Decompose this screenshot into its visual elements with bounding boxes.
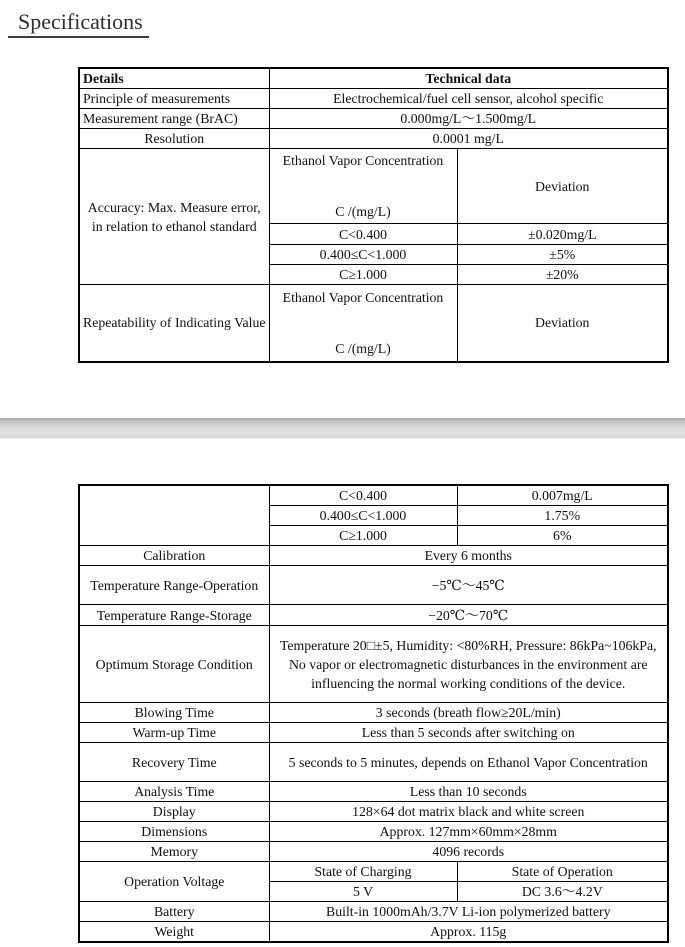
- table-row: [79, 862, 668, 882]
- accuracy-deviation-2: ±5%: [457, 245, 668, 265]
- calibration-label: Calibration: [79, 546, 269, 566]
- spec-table-bottom: [78, 484, 669, 943]
- accuracy-deviation-header: Deviation: [457, 149, 668, 224]
- repeatability-deviation-header: Deviation: [457, 285, 668, 362]
- table-row: [79, 605, 668, 626]
- display-label: Display: [79, 802, 269, 822]
- repeatability-deviation-1: 0.007mg/L: [457, 485, 668, 506]
- blowing-time-label: Blowing Time: [79, 703, 269, 723]
- table-row: [79, 68, 668, 89]
- calibration-value: Every 6 months: [269, 546, 668, 566]
- memory-label: Memory: [79, 842, 269, 862]
- warmup-time-value: Less than 5 seconds after switching on: [269, 723, 668, 743]
- state-of-charging-header: State of Charging: [269, 862, 457, 882]
- operation-voltage-value: DC 3.6～4.2V: [457, 882, 668, 902]
- accuracy-deviation-1: ±0.020mg/L: [457, 224, 668, 245]
- battery-label: Battery: [79, 902, 269, 922]
- table-row: [79, 285, 668, 362]
- accuracy-concentration-header: [269, 149, 457, 224]
- table-row: [79, 822, 668, 842]
- table-row: [79, 922, 668, 943]
- measurement-range-label: Measurement range (BrAC): [79, 109, 269, 129]
- table-row: [79, 743, 668, 782]
- table-row: [79, 546, 668, 566]
- spec-table-top: [78, 67, 669, 363]
- charging-voltage-value: 5 V: [269, 882, 457, 902]
- principle-value: Electrochemical/fuel cell sensor, alcohol specific: [269, 89, 668, 109]
- warmup-time-label: Warm-up Time: [79, 723, 269, 743]
- ethanol-vapor-concentration-text: Ethanol Vapor Concentration: [282, 289, 444, 305]
- table-row: [79, 89, 668, 109]
- battery-value: Built-in 1000mAh/3.7V Li-ion polymerized battery: [269, 902, 668, 922]
- temp-storage-value: −20℃～70℃: [269, 605, 668, 626]
- table-row: [79, 626, 668, 703]
- accuracy-range-2: 0.400≤C<1.000: [269, 245, 457, 265]
- operation-voltage-label: Operation Voltage: [79, 862, 269, 902]
- analysis-time-label: Analysis Time: [79, 782, 269, 802]
- measurement-range-value: 0.000mg/L～1.500mg/L: [269, 109, 668, 129]
- repeatability-continued-empty-cell: [79, 485, 269, 546]
- table-row: [79, 782, 668, 802]
- temp-storage-label: Temperature Range-Storage: [79, 605, 269, 626]
- optimum-storage-value: Temperature 20□±5, Humidity: <80%RH, Pressure: 86kPa~106kPa, No vapor or electromagnetic disturbances in the environment are influencing the normal working conditions of the device.: [269, 626, 668, 703]
- recovery-time-label: Recovery Time: [79, 743, 269, 782]
- resolution-label: Resolution: [79, 129, 269, 149]
- page-title-text: Specifications: [18, 9, 143, 34]
- table-row: [79, 566, 668, 605]
- weight-label: Weight: [79, 922, 269, 943]
- weight-value: Approx. 115g: [269, 922, 668, 943]
- principle-label: Principle of measurements: [79, 89, 269, 109]
- accuracy-range-1: C<0.400: [269, 224, 457, 245]
- pdf-page-break: [0, 418, 685, 439]
- repeatability-deviation-3: 6%: [457, 526, 668, 546]
- repeatability-concentration-header: [269, 285, 457, 362]
- repeatability-range-2: 0.400≤C<1.000: [269, 506, 457, 526]
- concentration-unit-text: C /(mg/L): [335, 204, 391, 220]
- recovery-time-value: 5 seconds to 5 minutes, depends on Ethanol Vapor Concentration: [269, 743, 668, 782]
- page-title: [8, 9, 149, 38]
- dimensions-value: Approx. 127mm×60mm×28mm: [269, 822, 668, 842]
- accuracy-label: Accuracy: Max. Measure error, in relation to ethanol standard: [79, 149, 269, 285]
- table-row: [79, 149, 668, 224]
- accuracy-range-3: C≥1.000: [269, 265, 457, 285]
- col-header-technical-data: Technical data: [269, 68, 668, 89]
- accuracy-deviation-3: ±20%: [457, 265, 668, 285]
- repeatability-label: Repeatability of Indicating Value: [79, 285, 269, 362]
- table-row: [79, 902, 668, 922]
- concentration-unit-text: C /(mg/L): [335, 340, 391, 356]
- resolution-value: 0.0001 mg/L: [269, 129, 668, 149]
- table-row: [79, 842, 668, 862]
- optimum-storage-label: Optimum Storage Condition: [79, 626, 269, 703]
- table-row: [79, 703, 668, 723]
- analysis-time-value: Less than 10 seconds: [269, 782, 668, 802]
- blowing-time-value: 3 seconds (breath flow≥20L/min): [269, 703, 668, 723]
- table-row: [79, 129, 668, 149]
- repeatability-range-1: C<0.400: [269, 485, 457, 506]
- table-row: [79, 802, 668, 822]
- temp-operation-label: Temperature Range-Operation: [79, 566, 269, 605]
- repeatability-deviation-2: 1.75%: [457, 506, 668, 526]
- table-row: [79, 109, 668, 129]
- table-row: [79, 485, 668, 506]
- temp-operation-value: −5℃～45℃: [269, 566, 668, 605]
- memory-value: 4096 records: [269, 842, 668, 862]
- display-value: 128×64 dot matrix black and white screen: [269, 802, 668, 822]
- state-of-operation-header: State of Operation: [457, 862, 668, 882]
- ethanol-vapor-concentration-text: Ethanol Vapor Concentration: [282, 153, 444, 169]
- repeatability-range-3: C≥1.000: [269, 526, 457, 546]
- dimensions-label: Dimensions: [79, 822, 269, 842]
- table-row: [79, 723, 668, 743]
- col-header-details: Details: [79, 68, 269, 89]
